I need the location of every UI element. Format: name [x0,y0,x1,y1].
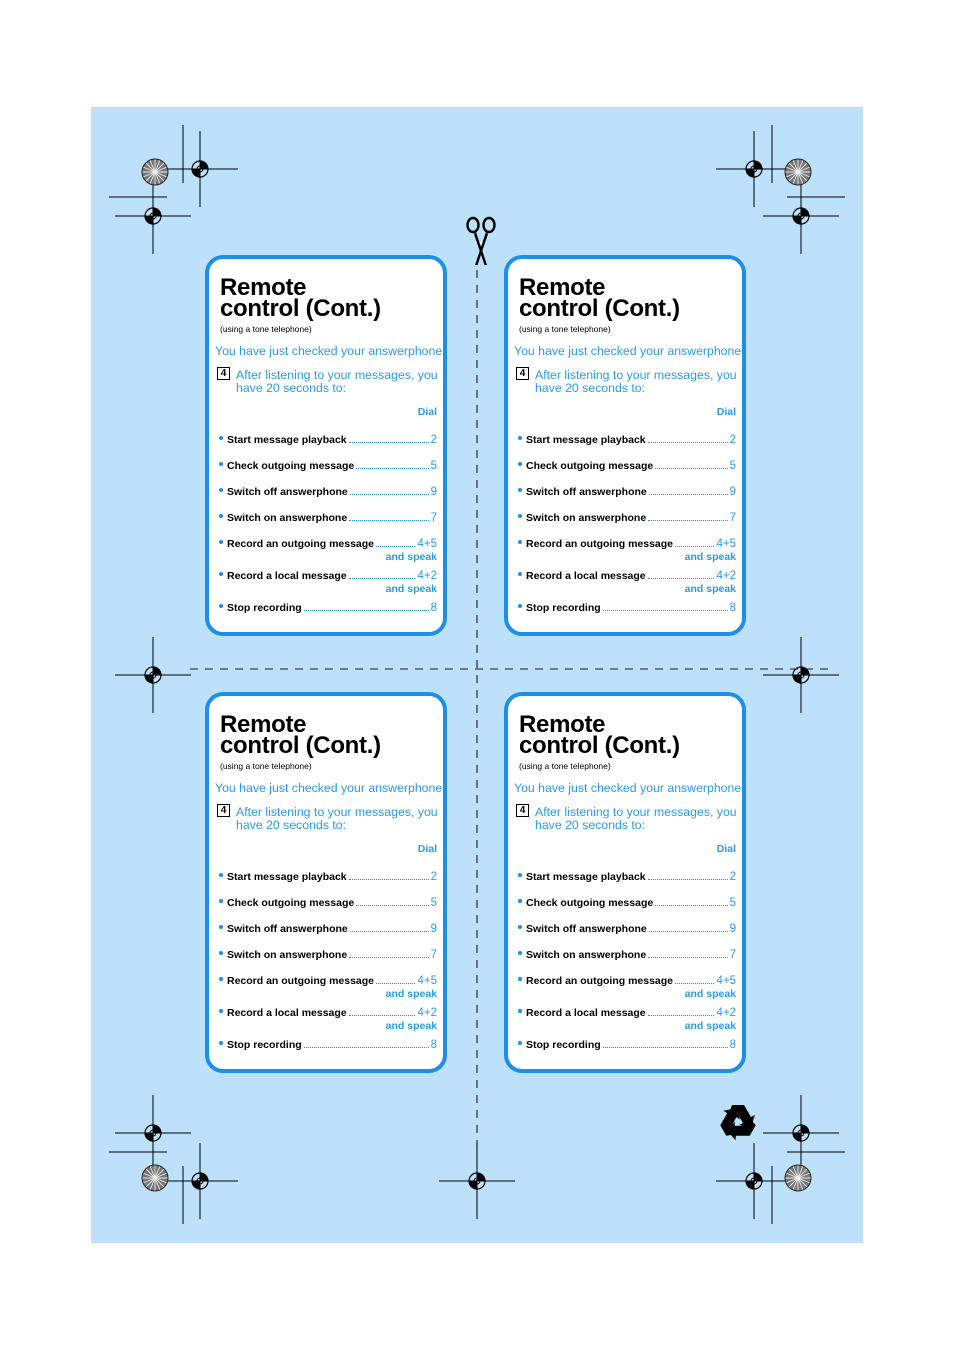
dial-value: 4+5 [716,538,736,550]
bullet-icon [219,951,223,955]
leader-dots [350,494,429,495]
bullet-icon [518,1009,522,1013]
bullet-icon [518,436,522,440]
bullet-icon [219,1041,223,1045]
command-label: Record a local message [526,1007,646,1019]
leader-dots [648,578,715,579]
dial-value: 4+2 [716,1007,736,1019]
card-title-line1: Remote [220,274,307,301]
command-label: Stop recording [227,602,302,614]
dial-value: 8 [430,1039,437,1051]
remote-control-card-top-left [205,255,447,636]
dial-value: 5 [729,460,736,472]
bullet-icon [518,540,522,544]
command-label: Switch off answerphone [526,923,647,935]
command-row [518,460,736,474]
command-label: Record a local message [526,570,646,582]
command-row [518,949,736,963]
dial-value: 2 [729,434,736,446]
leader-dots [349,1015,416,1016]
bullet-icon [219,604,223,608]
card-subtitle: (using a tone telephone) [220,761,312,771]
dial-extra: and speak [684,1020,736,1032]
bullet-icon [518,488,522,492]
dial-extra: and speak [385,551,437,563]
leader-dots [603,610,728,611]
command-label: Stop recording [526,602,601,614]
dial-value: 7 [430,949,437,961]
dial-value: 8 [729,602,736,614]
command-row [518,1007,736,1032]
leader-dots [304,1047,429,1048]
bullet-icon [219,436,223,440]
command-label: Record an outgoing message [227,975,375,987]
card-title [519,274,680,322]
command-row [518,434,736,448]
leader-dots [655,905,727,906]
card-title-line2: control (Cont.) [519,295,680,322]
leader-dots [349,578,416,579]
remote-control-card-top-right [504,255,746,636]
dial-value: 4+2 [417,1007,437,1019]
command-row [219,602,437,616]
step-text: After listening to your messages, you have 20 seconds to: [236,805,438,832]
remote-control-card-bottom-right [504,692,746,1073]
card-title [519,711,680,759]
step-number-box: 4 [217,804,230,817]
command-row [219,1007,437,1032]
card-title-line2: control (Cont.) [220,732,381,759]
leader-dots [603,1047,728,1048]
command-label: Record a local message [227,1007,347,1019]
bullet-icon [518,977,522,981]
bullet-icon [219,873,223,877]
command-row [219,538,437,563]
bullet-icon [518,514,522,518]
remote-control-card-bottom-left [205,692,447,1073]
bullet-icon [518,572,522,576]
card-title-line1: Remote [220,711,307,738]
leader-dots [649,494,728,495]
dial-value: 7 [729,512,736,524]
leader-dots [349,520,428,521]
dial-extra: and speak [385,583,437,595]
command-label: Record a local message [227,570,347,582]
command-label: Switch on answerphone [227,949,348,961]
bullet-icon [219,514,223,518]
command-label: Record an outgoing message [526,975,674,987]
command-row [219,512,437,526]
command-label: Switch off answerphone [227,486,348,498]
leader-dots [356,905,428,906]
leader-dots [349,879,429,880]
card-title-line2: control (Cont.) [220,295,381,322]
dial-value: 5 [430,460,437,472]
leader-dots [675,546,714,547]
command-label: Record an outgoing message [227,538,375,550]
leader-dots [376,546,415,547]
dial-value: 9 [430,486,437,498]
command-label: Start message playback [227,434,347,446]
dial-header: Dial [417,843,437,855]
leader-dots [648,957,727,958]
step-number-box: 4 [516,367,529,380]
dial-value: 5 [430,897,437,909]
dial-value: 2 [430,434,437,446]
leader-dots [648,879,728,880]
bullet-icon [219,488,223,492]
dial-value: 9 [430,923,437,935]
command-label: Check outgoing message [526,460,654,472]
command-label: Check outgoing message [227,897,355,909]
card-title-line2: control (Cont.) [519,732,680,759]
bullet-icon [518,951,522,955]
command-label: Stop recording [526,1039,601,1051]
command-row [219,486,437,500]
card-intro: You have just checked your answerphone [215,781,443,795]
bullet-icon [219,572,223,576]
leader-dots [349,442,429,443]
command-row [219,897,437,911]
bullet-icon [518,899,522,903]
leader-dots [655,468,727,469]
command-label: Stop recording [227,1039,302,1051]
dial-extra: and speak [684,551,736,563]
command-row [219,871,437,885]
dial-extra: and speak [684,988,736,1000]
command-row [518,570,736,595]
dial-value: 2 [430,871,437,883]
command-row [518,538,736,563]
step-text: After listening to your messages, you have 20 seconds to: [236,368,438,395]
dial-value: 2 [729,871,736,883]
card-title-line1: Remote [519,274,606,301]
dial-value: 8 [430,602,437,614]
command-label: Start message playback [526,434,646,446]
command-label: Switch off answerphone [227,923,348,935]
dial-header: Dial [716,406,736,418]
dial-extra: and speak [385,988,437,1000]
card-subtitle: (using a tone telephone) [519,324,611,334]
command-label: Start message playback [227,871,347,883]
bullet-icon [518,604,522,608]
dial-value: 7 [430,512,437,524]
card-title-line1: Remote [519,711,606,738]
command-row [518,923,736,937]
command-label: Switch on answerphone [526,512,647,524]
command-row [219,570,437,595]
command-label: Check outgoing message [227,460,355,472]
step-number-box: 4 [217,367,230,380]
dial-value: 5 [729,897,736,909]
step-number-box: 4 [516,804,529,817]
command-row [219,1039,437,1053]
command-label: Switch off answerphone [526,486,647,498]
leader-dots [304,610,429,611]
leader-dots [649,931,728,932]
command-label: Record an outgoing message [526,538,674,550]
dial-value: 4+2 [716,570,736,582]
command-row [518,975,736,1000]
card-subtitle: (using a tone telephone) [220,324,312,334]
leader-dots [376,983,415,984]
command-row [219,460,437,474]
bullet-icon [219,462,223,466]
leader-dots [349,957,428,958]
command-row [518,1039,736,1053]
leader-dots [648,442,728,443]
card-intro: You have just checked your answerphone [215,344,443,358]
command-label: Switch on answerphone [227,512,348,524]
leader-dots [356,468,428,469]
dial-header: Dial [417,406,437,418]
card-subtitle: (using a tone telephone) [519,761,611,771]
leader-dots [648,520,727,521]
command-row [219,434,437,448]
bullet-icon [518,925,522,929]
command-label: Switch on answerphone [526,949,647,961]
bullet-icon [518,873,522,877]
command-label: Start message playback [526,871,646,883]
card-intro: You have just checked your answerphone [514,344,742,358]
command-row [518,871,736,885]
leader-dots [648,1015,715,1016]
dial-value: 9 [729,923,736,935]
command-row [518,486,736,500]
step-text: After listening to your messages, you have 20 seconds to: [535,805,737,832]
card-title [220,711,381,759]
dial-value: 7 [729,949,736,961]
card-intro: You have just checked your answerphone [514,781,742,795]
bullet-icon [518,462,522,466]
command-label: Check outgoing message [526,897,654,909]
dial-value: 4+5 [417,538,437,550]
bullet-icon [219,977,223,981]
command-row [518,512,736,526]
bullet-icon [219,899,223,903]
bullet-icon [219,925,223,929]
dial-value: 9 [729,486,736,498]
dial-value: 4+2 [417,570,437,582]
command-row [219,923,437,937]
step-text: After listening to your messages, you have 20 seconds to: [535,368,737,395]
command-row [518,602,736,616]
dial-value: 4+5 [716,975,736,987]
dial-header: Dial [716,843,736,855]
dial-extra: and speak [385,1020,437,1032]
dial-value: 8 [729,1039,736,1051]
card-title [220,274,381,322]
bullet-icon [518,1041,522,1045]
dial-value: 4+5 [417,975,437,987]
dial-extra: and speak [684,583,736,595]
command-row [518,897,736,911]
bullet-icon [219,540,223,544]
command-row [219,949,437,963]
leader-dots [675,983,714,984]
command-row [219,975,437,1000]
leader-dots [350,931,429,932]
bullet-icon [219,1009,223,1013]
